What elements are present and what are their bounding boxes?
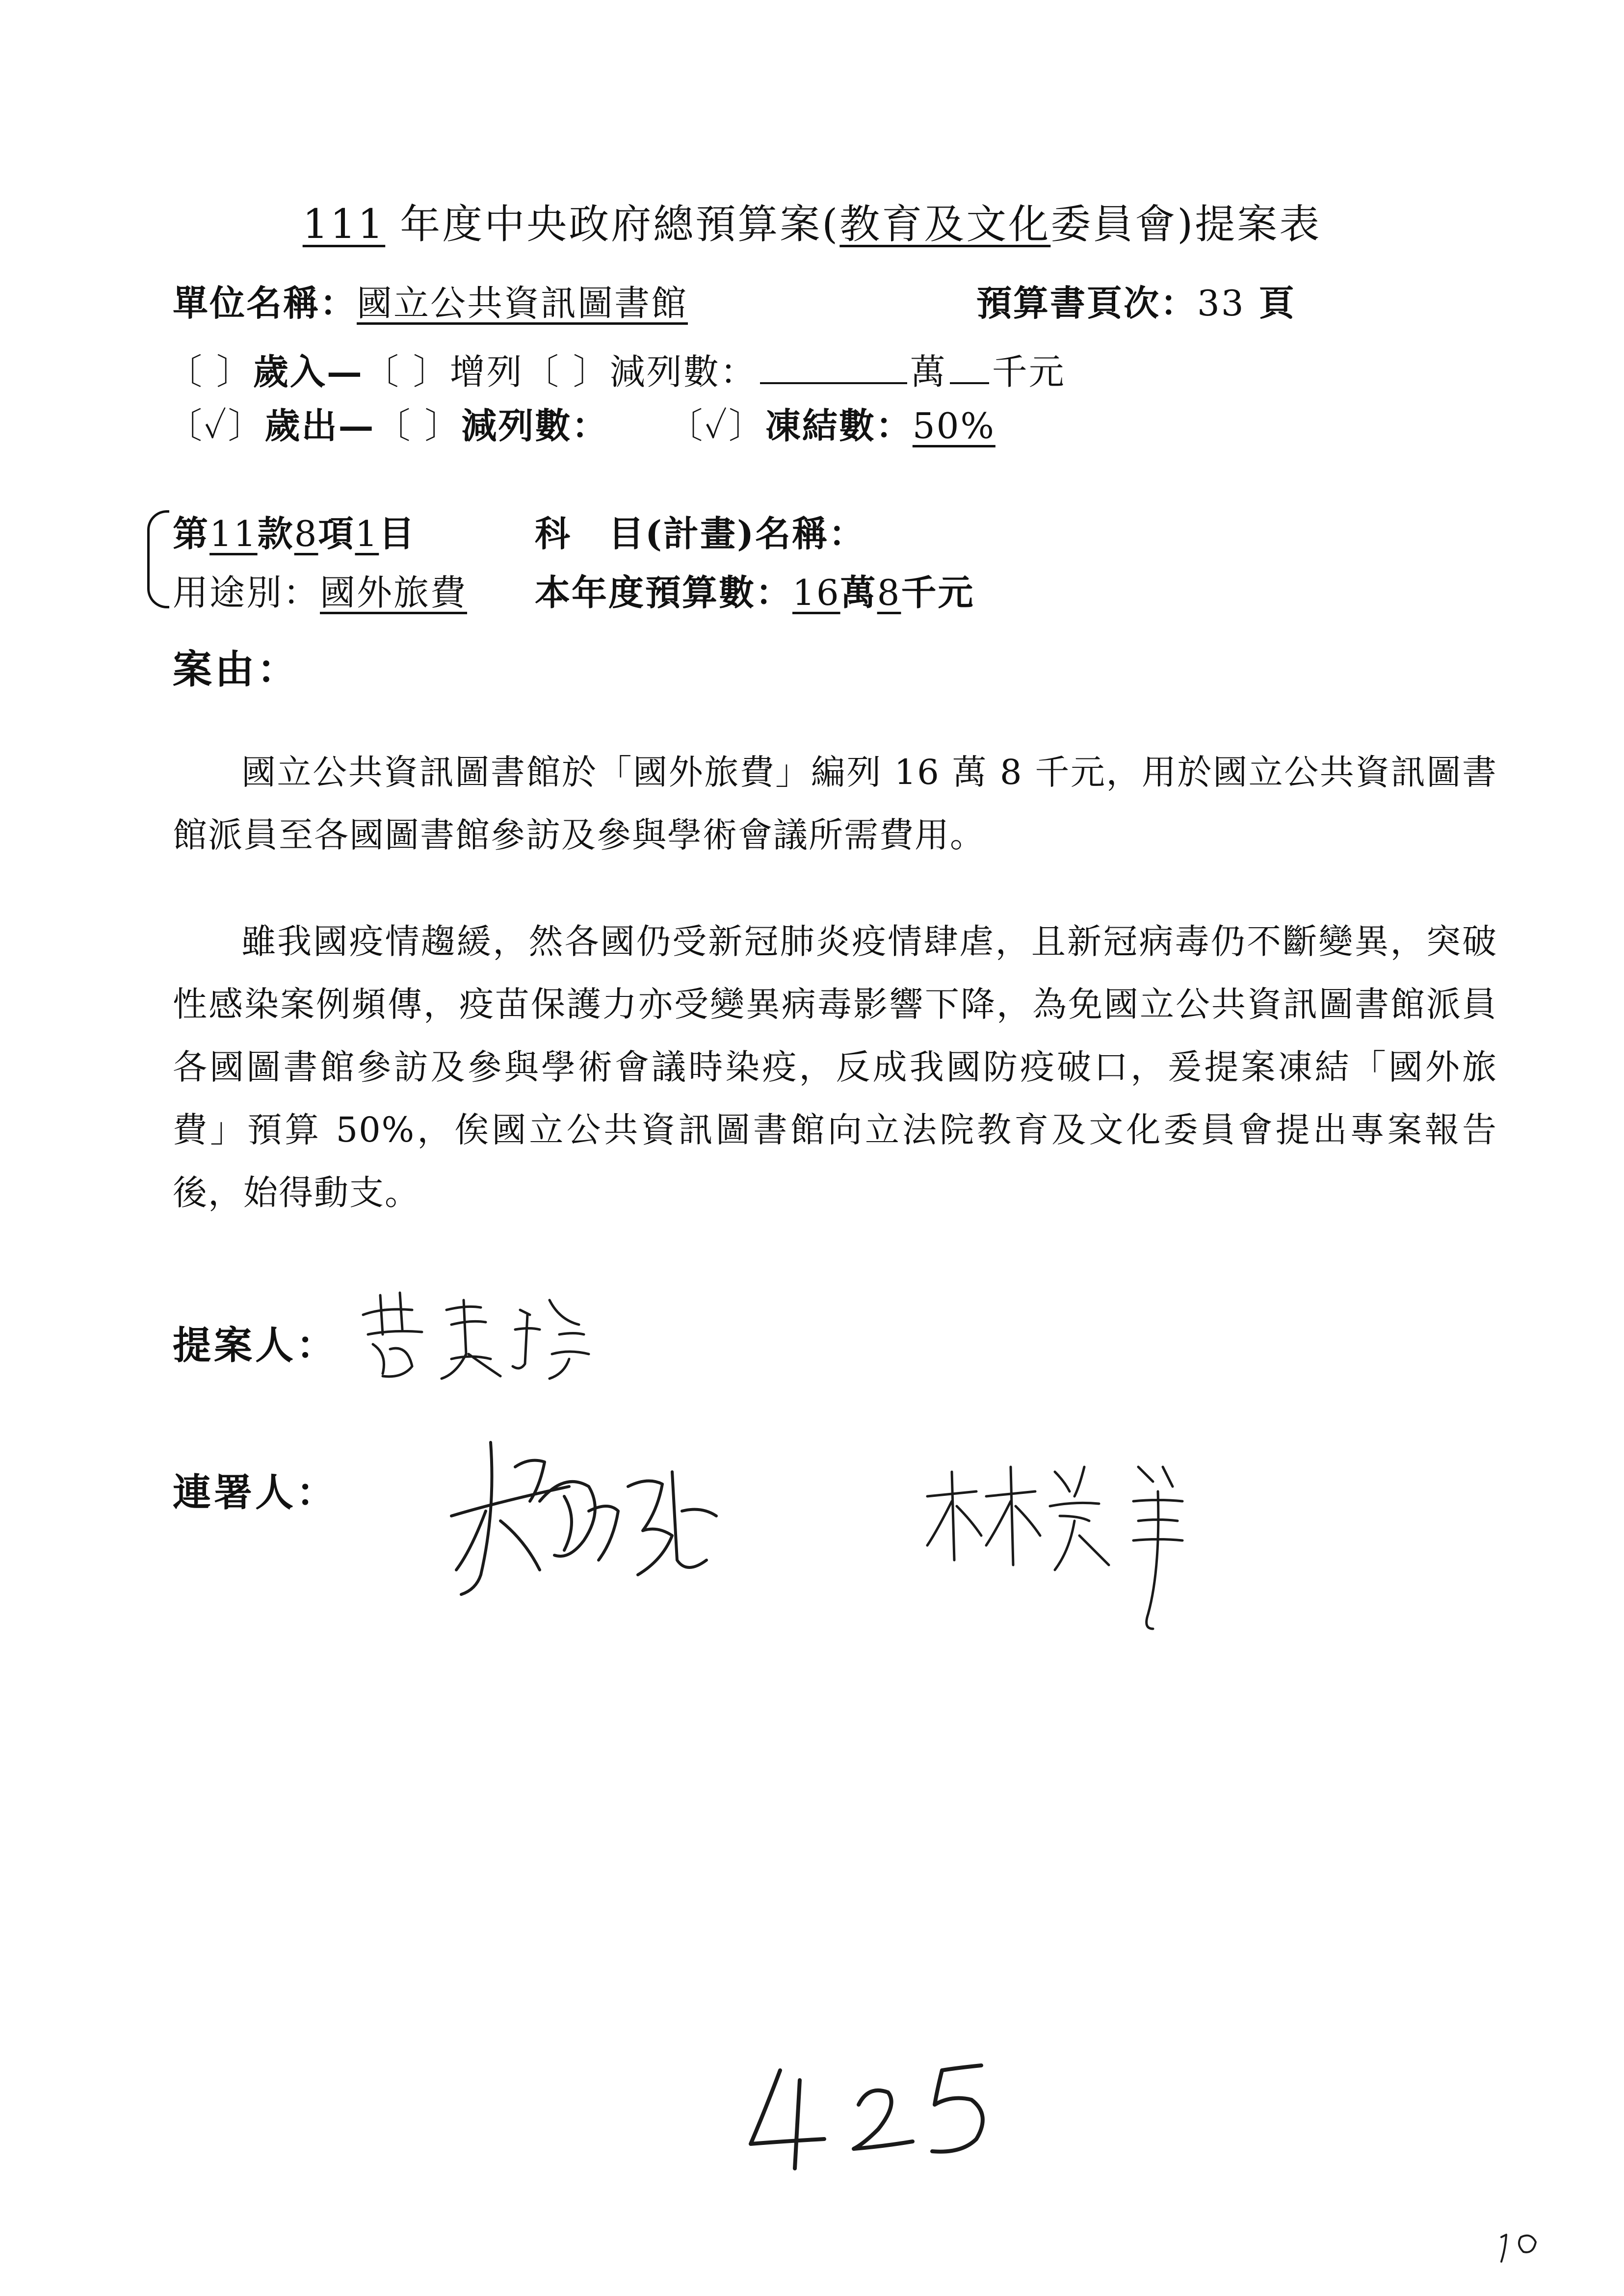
freeze-value: 50%	[912, 405, 995, 446]
usage-line	[173, 564, 467, 615]
mu-value: 1	[355, 513, 379, 554]
budget-qian-label: 千元	[901, 572, 975, 613]
budget-label: 本年度預算數：	[535, 572, 793, 613]
amount-blank	[760, 382, 907, 384]
page-suffix: 頁	[1245, 282, 1296, 324]
title-middle: 年度中央政府總預算案(	[385, 201, 840, 248]
expense-decrease-label: 減列數：	[461, 405, 609, 446]
proposer-label: 提案人：	[173, 1323, 338, 1368]
freeze-label: 凍結數：	[765, 405, 913, 446]
budget-wan-value: 16	[792, 572, 840, 613]
page-label: 預算書頁次：	[976, 282, 1198, 324]
reason-paragraph-1: 國立公共資訊圖書館於「國外旅費」編列 16 萬 8 千元，用於國立公共資訊圖書館派員至各國圖書館參訪及參與學術會議所需費用。	[173, 752, 1497, 855]
budget-wan-label: 萬	[840, 572, 877, 613]
expense-label: 歲出—	[264, 405, 375, 446]
reason-label: 案由：	[173, 646, 299, 692]
revenue-line	[167, 343, 1066, 394]
unit-label: 單位名稱：	[173, 282, 357, 324]
kuan-value: 11	[210, 513, 258, 554]
budget-page-row	[976, 275, 1296, 326]
di-label: 第	[173, 513, 210, 554]
decrease-bracket: 〔 〕	[523, 351, 610, 392]
cosigner-signature-2	[917, 1452, 1231, 1644]
item-line	[173, 505, 416, 556]
revenue-bracket: 〔 〕	[167, 351, 253, 392]
budget-line	[535, 564, 974, 615]
expense-check: 〔✓〕	[167, 405, 265, 446]
document-title	[0, 192, 1624, 250]
page-value: 33	[1197, 283, 1245, 324]
proposer-signature	[353, 1280, 628, 1388]
unit-row	[173, 275, 688, 326]
title-year: 111	[302, 201, 386, 248]
expense-decrease-bracket: 〔 〕	[375, 405, 462, 446]
xiang-label: 項	[318, 513, 355, 554]
usage-label: 用途別：	[173, 572, 320, 613]
unit-value: 國立公共資訊圖書館	[357, 283, 688, 324]
reason-paragraph-2: 雖我國疫情趨緩，然各國仍受新冠肺炎疫情肆虐，且新冠病毒仍不斷變異，突破性感染案例頻傳，疫苗保護力亦受變異病毒影響下降，為免國立公共資訊圖書館派員各國圖書館參訪及參與學術會議時染疫，反成我國防疫破口，爰提案凍結「國外旅費」預算 50%，俟國立公共資訊圖書館向立法院教育及文化委員會提出專案報告後，始得動支。	[173, 921, 1497, 1213]
cosigner-label: 連署人：	[173, 1470, 338, 1515]
xiang-value: 8	[294, 513, 318, 554]
mu-label: 目	[379, 513, 416, 554]
increase-bracket: 〔 〕	[363, 351, 450, 392]
revenue-label: 歲入—	[253, 351, 364, 392]
usage-value: 國外旅費	[320, 572, 468, 613]
increase-label: 增列	[449, 351, 524, 392]
qian-label: 千元	[992, 351, 1066, 392]
freeze-check: 〔✓〕	[667, 405, 765, 446]
expense-line	[167, 397, 995, 448]
qian-blank	[950, 382, 989, 384]
item-bracket	[147, 510, 169, 608]
title-end: 委員會)提案表	[1050, 201, 1322, 248]
subject-label: 科 目(計畫)名稱：	[535, 513, 866, 554]
cosigner-signature-1	[442, 1413, 736, 1619]
title-committee: 教育及文化	[839, 201, 1051, 248]
decrease-label: 減列數：	[609, 351, 757, 392]
wan-label: 萬	[910, 351, 947, 392]
kuan-label: 款	[257, 513, 294, 554]
budget-qian-value: 8	[877, 572, 901, 613]
